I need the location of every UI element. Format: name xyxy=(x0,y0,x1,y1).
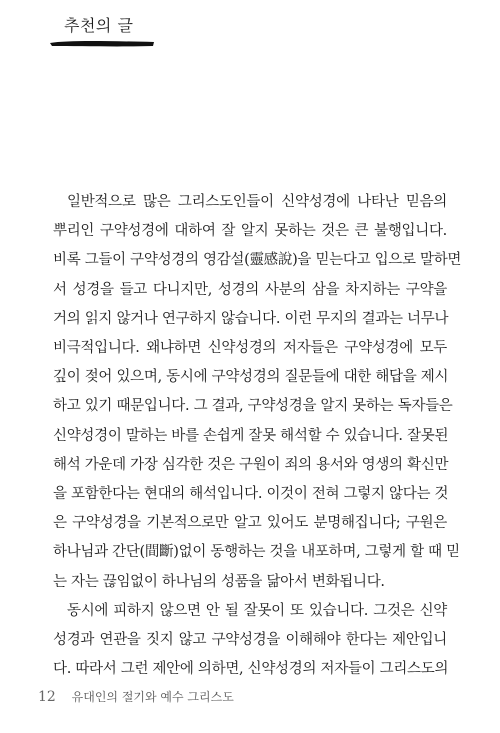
paragraph-line: 성경과 연관을 짓지 않고 구약성경을 이해해야 한다는 제안입니 xyxy=(53,632,447,649)
paragraph-line: 비록 그들이 구약성경의 영감설(靈感說)을 믿는다고 입으로 말하면 xyxy=(53,252,462,269)
paragraph-line: 은 구약성경을 기본적으로만 알고 있어도 분명해집니다; 구원은 xyxy=(53,515,447,532)
paragraph-line: 서 성경을 들고 다니지만, 성경의 사분의 삼을 차지하는 구약을 xyxy=(53,281,447,298)
paragraph-line: 뿌리인 구약성경에 대하여 잘 알지 못하는 것은 큰 불행입니다. xyxy=(53,223,447,240)
brush-underline xyxy=(48,38,156,48)
paragraph-line: 해석 가운데 가장 심각한 것은 구원이 죄의 용서와 영생의 확신만 xyxy=(53,456,449,473)
paragraph-line: 거의 읽지 않거나 연구하지 않습니다. 이런 무지의 결과는 너무나 xyxy=(53,310,449,327)
page-number: 12 xyxy=(38,689,56,705)
paragraph-line: 하나님과 간단(間斷)없이 동행하는 것을 내포하며, 그렇게 할 때 믿 xyxy=(53,544,460,561)
paragraph-line: 하고 있기 때문입니다. 그 결과, 구약성경을 알지 못하는 독자들은 xyxy=(53,398,453,415)
paragraph-line: 을 포함한다는 현대의 해석입니다. 이것이 전혀 그렇지 않다는 것 xyxy=(53,486,449,503)
section-title: 추천의 글 xyxy=(64,16,134,35)
page-footer xyxy=(38,688,234,705)
paragraph-line: 다. 따라서 그런 제안에 의하면, 신약성경의 저자들이 그리스도의 xyxy=(53,661,449,678)
paragraph-line: 신약성경이 말하는 바를 손쉽게 잘못 해석할 수 있습니다. 잘못된 xyxy=(53,427,449,444)
paragraph-line: 동시에 피하지 않으면 안 될 잘못이 또 있습니다. 그것은 신약 xyxy=(67,602,447,619)
body-text xyxy=(53,188,462,684)
paragraph-line: 는 자는 끊임없이 하나님의 성품을 닮아서 변화됩니다. xyxy=(53,573,385,590)
book-title: 유대인의 절기와 예수 그리스도 xyxy=(71,690,234,704)
paragraph-line: 일반적으로 많은 그리스도인들이 신약성경에 나타난 믿음의 xyxy=(67,194,447,210)
paragraph-line: 비극적입니다. 왜냐하면 신약성경의 저자들은 구약성경에 모두 xyxy=(53,340,447,357)
paragraph-line: 깊이 젖어 있으며, 동시에 구약성경의 질문들에 대한 해답을 제시 xyxy=(53,369,449,386)
